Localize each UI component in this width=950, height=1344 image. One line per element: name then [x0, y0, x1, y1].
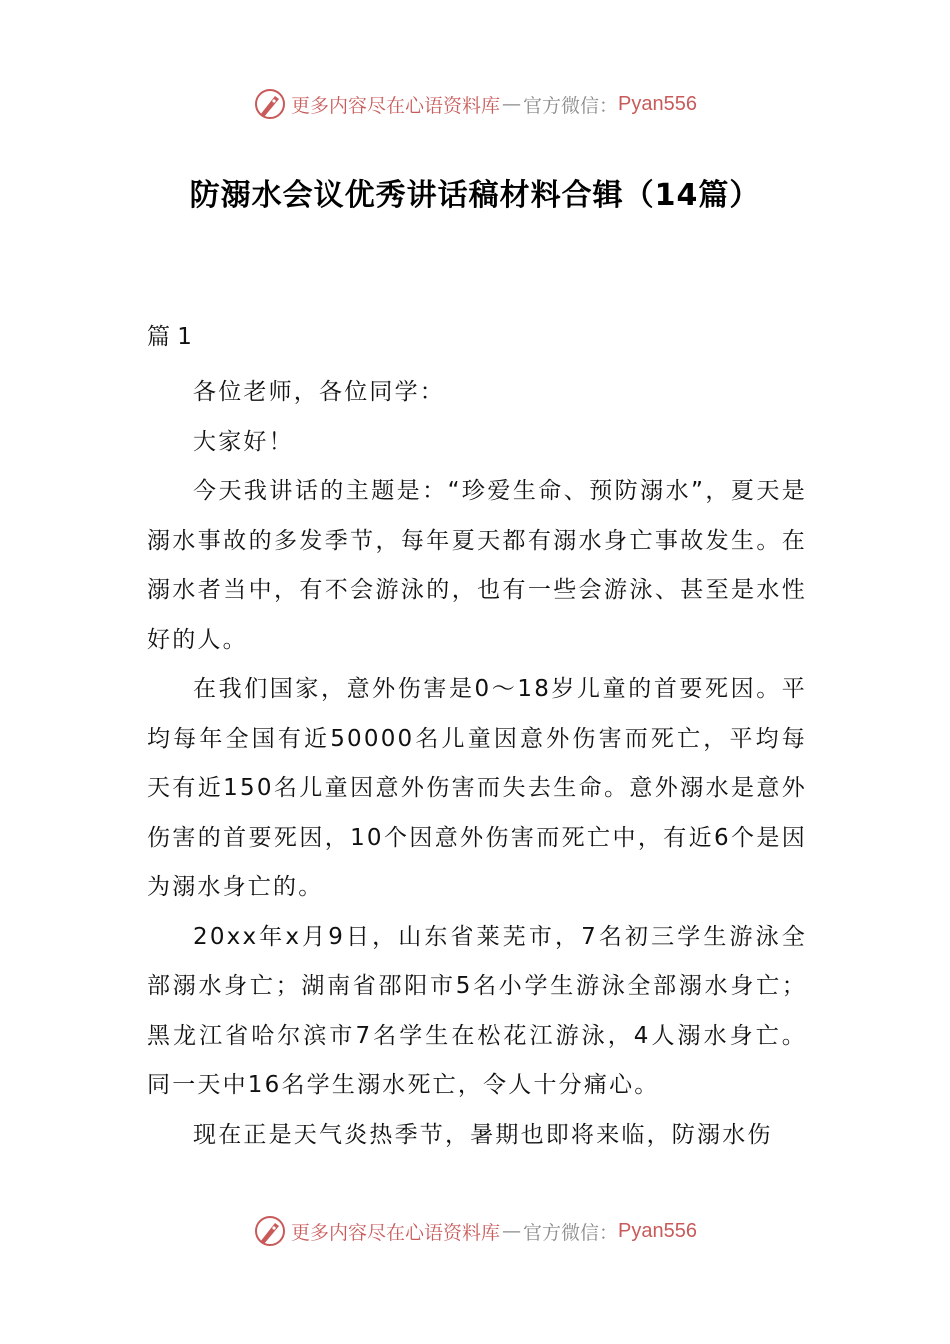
- paragraph-incidents: 20xx年x月9日，山东省莱芜市，7名初三学生游泳全部溺水身亡；湖南省邵阳市5名小学生游泳全部溺水身亡；黑龙江省哈尔滨市7名学生在松花江游泳，4人溺水身亡。同一天中16名学生溺水死亡，令人十分痛心。: [147, 923, 807, 1098]
- pen-nib-circle-icon: [253, 87, 287, 121]
- footer-watermark: [0, 1211, 950, 1251]
- paragraph-statistics: 在我们国家，意外伤害是0～18岁儿童的首要死因。平均每年全国有近50000名儿童因意外伤害而死亡，平均每天有近150名儿童因意外伤害而失去生命。意外溺水是意外伤害的首要死因，10个因意外伤害而死亡中，有近6个是因为溺水身亡的。: [147, 676, 807, 900]
- watermark-brand: 更多内容尽在心语资料库: [291, 1221, 501, 1244]
- watermark-account: Pyan556: [618, 1219, 697, 1242]
- paragraph-greeting: 大家好！: [193, 428, 294, 455]
- watermark-official-label: 官方微信：: [523, 94, 619, 117]
- watermark-account: Pyan556: [618, 92, 697, 115]
- section-label: 篇 1: [147, 324, 192, 350]
- watermark-separator: —: [502, 93, 522, 115]
- paragraph-season: 现在正是天气炎热季节，暑期也即将来临，防溺水伤: [193, 1121, 773, 1148]
- watermark-separator: —: [502, 1220, 522, 1242]
- document-body: [147, 314, 807, 1160]
- document-title: 防溺水会议优秀讲话稿材料合辑（14篇）: [189, 178, 761, 213]
- pen-nib-circle-icon: [253, 1214, 287, 1248]
- watermark-brand: 更多内容尽在心语资料库: [291, 94, 501, 117]
- watermark-official-label: 官方微信：: [523, 1221, 619, 1244]
- header-watermark: [0, 84, 950, 124]
- paragraph-topic: 今天我讲话的主题是：“珍爱生命、预防溺水”，夏天是溺水事故的多发季节，每年夏天都有溺水身亡事故发生。在溺水者当中，有不会游泳的，也有一些会游泳、甚至是水性好的人。: [147, 478, 807, 653]
- paragraph-salutation: 各位老师，各位同学：: [193, 379, 445, 405]
